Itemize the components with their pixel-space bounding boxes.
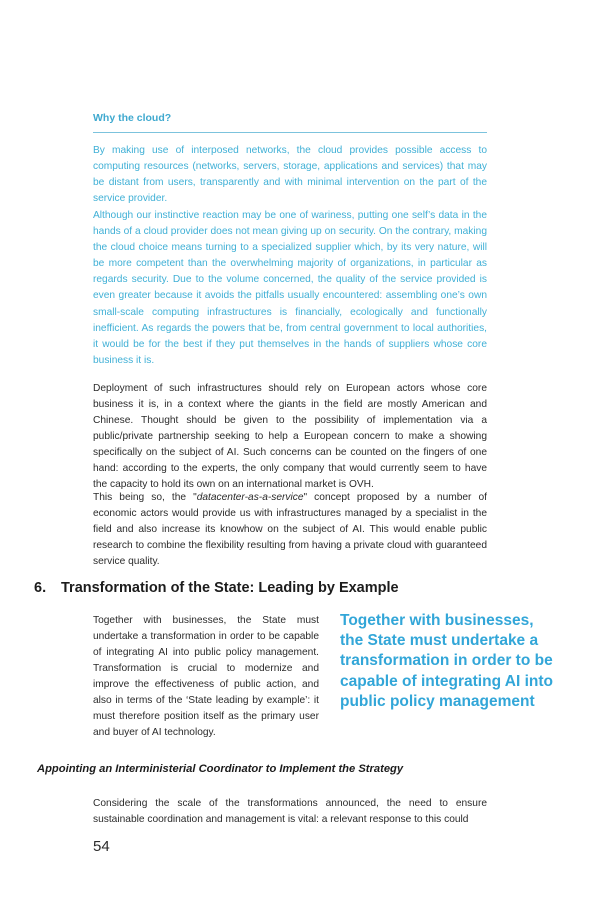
text-span: " concept proposed by a number of economic actors would provide us with infrastructures managed by a specialist in the field and also increase its knowhow on the subject of AI. This would enable public research to combine the flexibility resulting from having a private cloud with guaranteed service quality. xyxy=(93,492,487,567)
pull-quote: Together with businesses, the State must undertake a transformation in order to be capable of integrating AI into public policy management xyxy=(340,612,553,710)
subsection-heading: Appointing an Interministerial Coordinator to Implement the Strategy xyxy=(37,763,404,775)
section-title: Transformation of the State: Leading by Example xyxy=(61,580,399,596)
callout-divider xyxy=(93,132,487,133)
page-number: 54 xyxy=(93,838,110,855)
callout-title: Why the cloud? xyxy=(93,112,172,124)
callout-paragraph-1: By making use of interposed networks, the cloud provides possible access to computing resources (networks, servers, storage, applications and services) that may be distant from users, transparently and with minimal intervention on the part of the service provider. xyxy=(93,145,487,205)
text-span: This being so, the " xyxy=(93,492,197,503)
section-number: 6. xyxy=(34,580,47,596)
body-paragraph-datacenter xyxy=(93,490,487,570)
section-paragraph: Together with businesses, the State must undertake a transformation in order to be capable of integrating AI into public policy management. Transformation is crucial to modernize and improve the effectiveness of public action, and also in terms of the ‘State leading by example’: it must therefore position itself as the primary user and buyer of AI technology. xyxy=(93,615,319,738)
callout-paragraph-2: Although our instinctive reaction may be one of wariness, putting one self’s data in the hands of a cloud provider does not mean giving up on security. On the contrary, making the cloud choice means turning to a specialized supplier which, by its very nature, will be more competent than the overwhelming majority of organizations, in particular as regards security. Due to the volume concerned, the quality of the service provided is even greater because it avoids the pitfalls usually encountered: assembling one’s own small-scale computing infrastructures is financially, ecologically and functionally inefficient. As regards the powers that be, from central government to local authorities, it would be for the best if they put themselves in the hands of suppliers whose core business it is. xyxy=(93,210,487,366)
italic-term: datacenter-as-a-service xyxy=(196,492,304,503)
section-heading xyxy=(34,580,399,596)
subsection-paragraph: Considering the scale of the transformations announced, the need to ensure sustainable coordination and management is vital: a relevant response to this could xyxy=(93,798,487,825)
body-paragraph-deployment: Deployment of such infrastructures should rely on European actors whose core business it is, in a context where the giants in the field are mostly American and Chinese. Thought should be given to the possibility of implementation via a public/private partnership seeking to help a European concern to make a showing specifically on the subject of AI. Such concerns can be counted on the fingers of one hand: according to the experts, the only company that would currently seem to have the capacity to hold its own on an international market is OVH. xyxy=(93,383,487,490)
